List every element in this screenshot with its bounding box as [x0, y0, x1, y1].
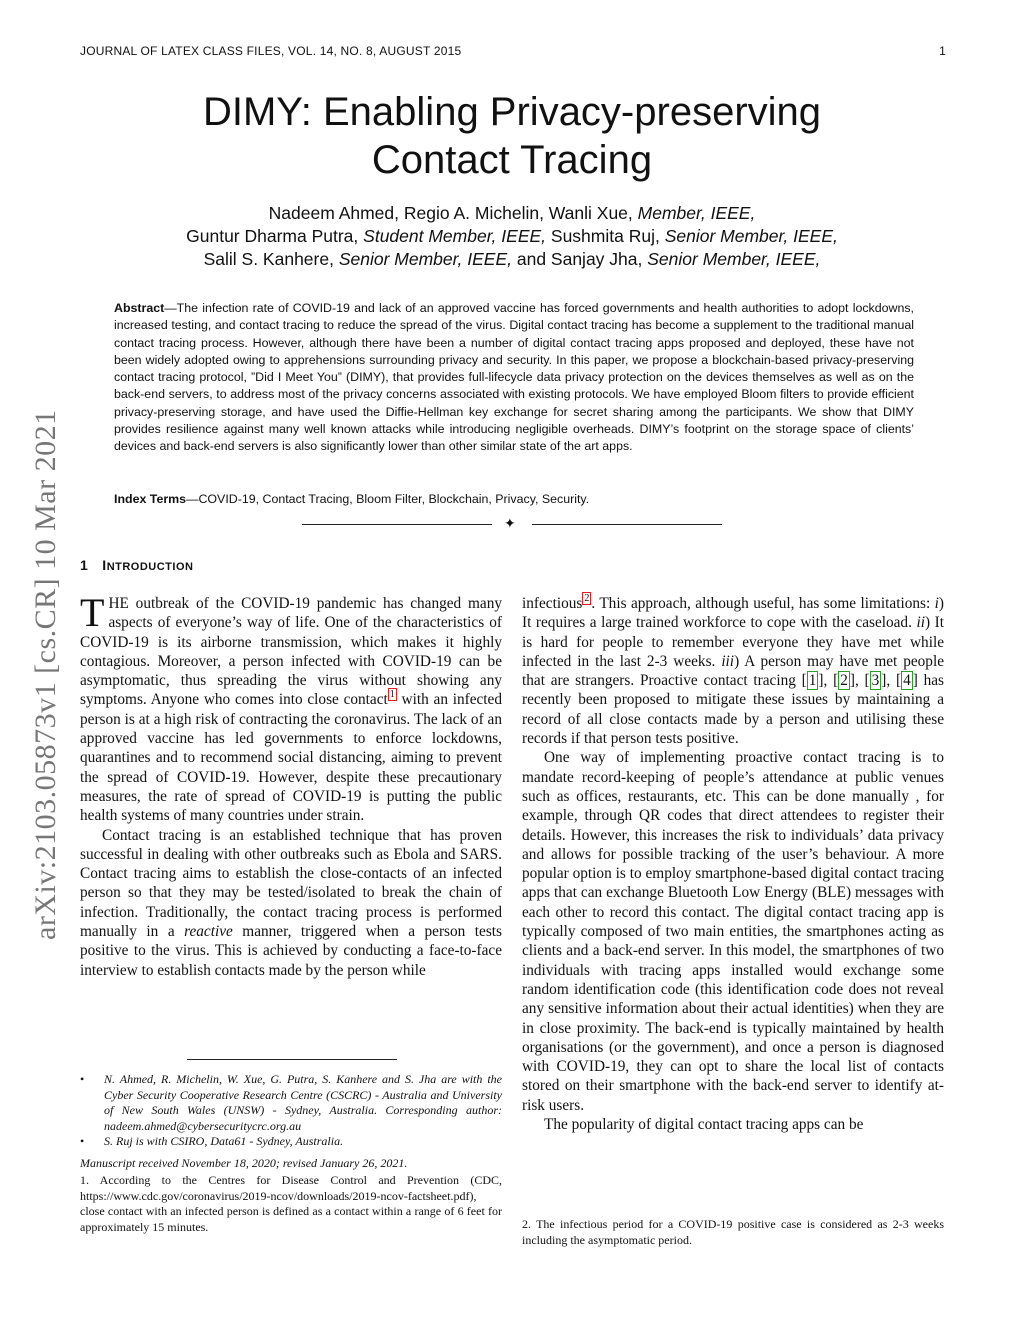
abstract [114, 300, 914, 456]
divider-line-right [532, 524, 722, 525]
footnote-ref-1[interactable]: 1 [389, 689, 395, 701]
affiliation-item: • S. Ruj is with CSIRO, Data61 - Sydney, Australia. [80, 1134, 344, 1148]
author-line-3: Salil S. Kanhere, Senior Member, IEEE, and Sanjay Jha, Senior Member, IEEE, [203, 249, 821, 269]
author-line-1: Nadeem Ahmed, Regio A. Michelin, Wanli Xue, Member, IEEE, [268, 203, 756, 223]
running-header [80, 44, 946, 58]
section-divider [300, 518, 724, 532]
paragraph: THE outbreak of the COVID-19 pandemic has changed many aspects of everyone’s way of life. One of the characteristics of COVID-19 is its airborne transmission, which makes it highly contagious. Moreover, a person infected with COVID-19 can be asymptomatic, thus spreading the virus without showing any symptoms. Anyone who comes into close contact $^1$ with an infected person is at a high risk of contracting the coronavirus. The lack of an approved vaccine has led governments to enforce lockdowns, quarantines and to recommend social distancing, aiming to prevent the spread of COVID-19. However, despite these precautionary measures, the rate of spread of COVID-19 is putting the public health systems of many countries under strain. [80, 590, 502, 825]
title-line-1: DIMY: Enabling Privacy-preserving [202, 90, 822, 134]
paper-title [0, 88, 1024, 184]
abstract-label: Abstract [114, 301, 165, 315]
footnote-rule [187, 1059, 397, 1060]
footnote-ref-2[interactable]: 2 [584, 593, 590, 604]
section-number: 1 [80, 557, 89, 573]
page-number: 1 [939, 44, 946, 58]
index-terms [114, 492, 914, 506]
citation-link[interactable]: 1 [808, 672, 817, 690]
arxiv-stamp: arXiv:2103.05873v1 [cs.CR] 10 Mar 2021 [29, 409, 62, 940]
citation-link[interactable]: 4 [903, 672, 911, 690]
affiliation-item: • N. Ahmed, R. Michelin, W. Xue, G. Putra, S. Kanhere and S. Jha are with the Cyber Security Cooperative Research Centre (CSCRC) - Australia and University of New South Wales (UNSW) - Sydney, Australia. Corresponding author: nadeem.ahmed@cybersecuritycrc.org.au [80, 1072, 502, 1133]
paragraph: One way of implementing proactive contact tracing is to mandate record-keeping of people’s attendance at public venues such as offices, restaurants, etc. This can be done manually , for example, through QR codes that direct attendees to register their details. However, this increases the risk to individuals’ data privacy and allows for possible tracking of the user’s behaviour. A more popular option is to employ smartphone-based digital contact tracing apps that can exchange Bluetooth Low Energy (BLE) messages with each other to record this contact. The digital contact tracing app is typically composed of two main entities, the smartphones acting as clients and a back-end server. In this model, the smartphones of two individuals with tracing apps installed would exchange some random identification code (this identification code does not reveal any sensitive information about their actual identities) when they are in close proximity. The back-end is typically maintained by health organisations (or the government), and once a person is diagnosed with COVID-19, they can opt to share the local list of contacts stored on their smartphone with the back-end server to identify at-risk users. [522, 749, 944, 1114]
author-line-2: Guntur Dharma Putra, Student Member, IEEE, Sushmita Ruj, Senior Member, IEEE, [186, 226, 838, 246]
manuscript-note: Manuscript received November 18, 2020; revised January 26, 2021. [80, 1156, 408, 1170]
paragraph: The popularity of digital contact tracing apps can be [544, 1116, 864, 1134]
paragraph: infectious $^2$ . This approach, although useful, has some limitations: i) It requires a large trained workforce to cope with the caseload. ii) It is hard for people to remember everyone they have met while infected in the last 2-3 weeks. iii) A person may have met people that are strangers. Proactive contact tracing [ 1 ], [ 2 ], [ 3 ], [ 4 ] has recently been proposed to mitigate these issues by maintaining a record of all close contacts made by a person and utilising these records if that person tests positive. [522, 593, 944, 748]
section-heading: 1 INTRODUCTION [80, 557, 194, 573]
diamond-icon: ✦ [504, 517, 516, 532]
drop-cap: T [80, 590, 105, 635]
abstract-text: —The infection rate of COVID-19 and lack of an approved vaccine has forced governments and health authorities to adopt lockdowns, increased testing, and contact tracing to reduce the spread of the virus. Digital contact tracing has become a supplement to the traditional manual contact tracing process. However, although there have been a number of digital contact tracing apps proposed and deployed, these have not been widely adopted owing to apprehensions surrounding privacy and security. In this paper, we propose a blockchain-based privacy-preserving contact tracing protocol, ”Did I Meet You” (DIMY), that provides full-lifecycle data privacy protection on the devices themselves as well as on the back-end servers, to address most of the privacy concerns associated with existing protocols. We have employed Bloom filters to provide efficient privacy-preserving storage, and have used the Diffie-Hellman key exchange for secret sharing among the participants. We show that DIMY provides resilience against many well known attacks while introducing negligible overheads. DIMY’s footprint on the storage space of clients’ devices and back-end servers is also significantly lower than other similar state of the art apps. [114, 301, 914, 454]
author-list [0, 202, 1024, 271]
bullet-icon: • [80, 1134, 85, 1148]
paragraph: Contact tracing is an established technique that has proven successful in dealing with other outbreaks such as Ebola and SARS. Contact tracing aims to establish the close-contacts of an infected person so that they may be tested/isolated to break the chain of infection. Traditionally, the contact tracing process is performed manually in a reactive manner, triggered when a person tests positive to the virus. This is achieved by conducting a face-to-face interview to establish contacts made by the person while [80, 826, 502, 979]
index-terms-label: Index Terms [114, 492, 187, 506]
left-column [80, 590, 502, 980]
index-terms-text: —COVID-19, Contact Tracing, Bloom Filter, Blockchain, Privacy, Security. [186, 492, 590, 506]
right-column [522, 594, 944, 1134]
bullet-icon: • [80, 1072, 85, 1086]
divider-line-left [302, 524, 492, 525]
citation-link[interactable]: 2 [840, 672, 848, 690]
footnote-2: 2. The infectious period for a COVID-19 positive case is considered as 2-3 weeks including the asymptomatic period. [522, 1217, 944, 1247]
title-line-2: Contact Tracing [371, 138, 653, 182]
citation-link[interactable]: 3 [871, 672, 880, 690]
footnote-1: 1. According to the Centres for Disease Control and Prevention (CDC, https://www.cdc.gov/coronavirus/2019-ncov/downloads/2019-ncov-factsheet.pdf), close contact with an infected person is defined as a contact within a range of 6 feet for approximately 15 minutes. [80, 1173, 502, 1234]
affiliations [80, 1072, 502, 1150]
journal-name: JOURNAL OF LATEX CLASS FILES, VOL. 14, NO. 8, AUGUST 2015 [80, 44, 462, 58]
